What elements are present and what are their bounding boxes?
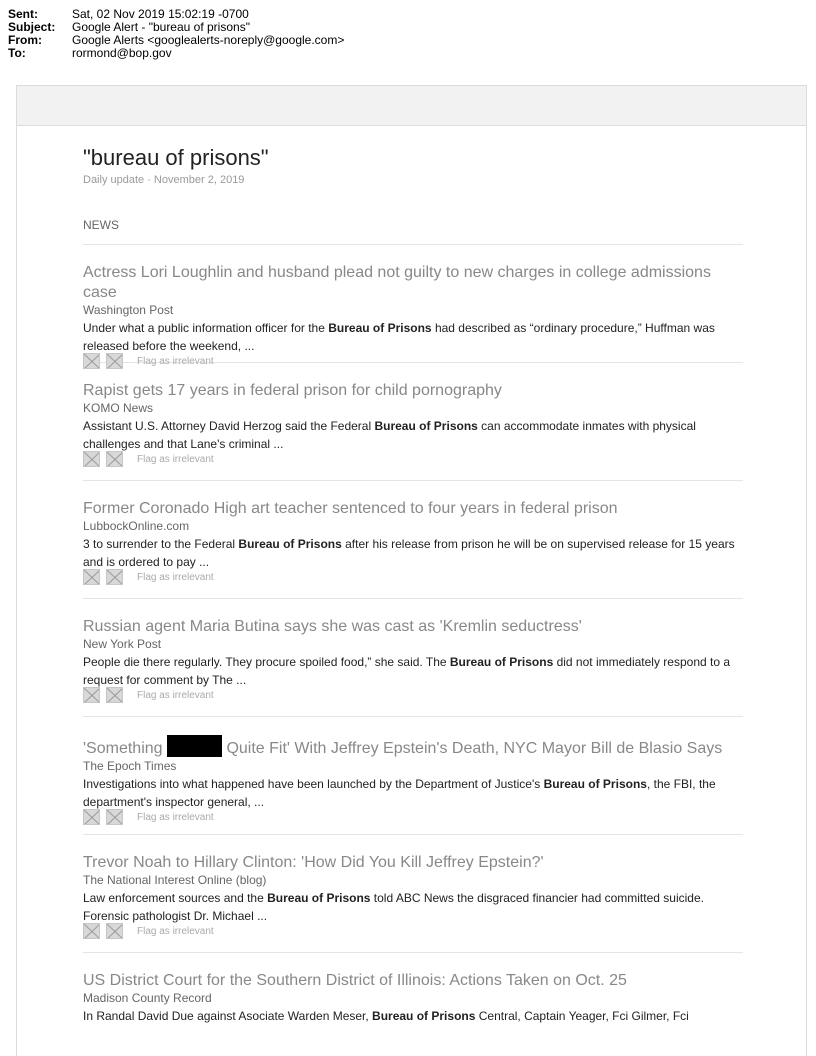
share-icon[interactable] — [83, 809, 100, 825]
flag-irrelevant-link[interactable]: Flag as irrelevant — [137, 453, 214, 465]
snippet-text: Under what a public information officer for the — [83, 321, 329, 335]
sent-value: Sat, 02 Nov 2019 15:02:19 -0700 — [72, 7, 249, 21]
snippet-highlight: Bureau of Prisons — [374, 419, 478, 433]
title-text: Quite Fit' With Jeffrey Epstein's Death, NYC Mayor Bill de Blasio Says — [226, 740, 723, 757]
to-label: To: — [8, 46, 26, 60]
snippet-highlight: Bureau of Prisons — [449, 655, 554, 669]
news-item-source: New York Post — [83, 637, 162, 651]
news-item-snippet — [83, 653, 743, 689]
to-value: rormond@bop.gov — [72, 46, 172, 60]
share-icon[interactable] — [106, 809, 123, 825]
from-label: From: — [8, 33, 42, 47]
item-actions — [83, 687, 743, 703]
news-item-title-link[interactable]: Actress Lori Loughlin and husband plead not guilty to new charges in college admissions case — [83, 264, 711, 301]
subject-value: Google Alert - "bureau of prisons" — [72, 20, 250, 34]
share-icon[interactable] — [83, 451, 100, 467]
redaction-box — [167, 735, 222, 757]
news-item-title-link[interactable]: Trevor Noah to Hillary Clinton: 'How Did You Kill Jeffrey Epstein?' — [83, 854, 544, 871]
news-item-title-link[interactable]: Former Coronado High art teacher sentenced to four years in federal prison — [83, 500, 618, 517]
snippet-text: Central, Captain Yeager, Fci Gilmer, Fci — [475, 1009, 689, 1023]
snippet-text: In Randal David Due against Asociate Warden Meser, — [83, 1009, 373, 1023]
email-headers — [8, 8, 344, 60]
news-list — [83, 245, 743, 1056]
news-item-title-link[interactable]: Russian agent Maria Butina says she was cast as 'Kremlin seductress' — [83, 618, 582, 635]
news-item-snippet — [83, 1007, 743, 1025]
news-item-title-link[interactable]: Rapist gets 17 years in federal prison for child pornography — [83, 382, 502, 399]
alert-title: "bureau of prisons" — [83, 145, 269, 170]
share-icon[interactable] — [83, 353, 100, 369]
from-value: Google Alerts <googlealerts-noreply@google.com> — [72, 33, 345, 47]
news-item-snippet — [83, 417, 743, 453]
flag-irrelevant-link[interactable]: Flag as irrelevant — [137, 811, 214, 823]
news-item-source: Madison County Record — [83, 991, 212, 1005]
flag-irrelevant-link[interactable]: Flag as irrelevant — [137, 571, 214, 583]
news-item-snippet — [83, 889, 743, 925]
news-item — [83, 835, 743, 953]
news-item-source: LubbockOnline.com — [83, 519, 190, 533]
flag-irrelevant-link[interactable]: Flag as irrelevant — [137, 689, 214, 701]
snippet-text: Investigations into what happened have been launched by the Department of Justice's — [83, 777, 544, 791]
share-icon[interactable] — [106, 687, 123, 703]
news-item — [83, 245, 743, 367]
snippet-highlight: Bureau of Prisons — [328, 321, 432, 335]
news-item-source: The National Interest Online (blog) — [83, 873, 267, 887]
item-actions — [83, 451, 743, 467]
news-item — [83, 953, 743, 1056]
alert-card — [16, 85, 807, 1056]
news-item — [83, 481, 743, 599]
snippet-highlight: Bureau of Prisons — [267, 891, 371, 905]
alert-content — [83, 146, 743, 1056]
snippet-text: Law enforcement sources and the — [83, 891, 268, 905]
snippet-text: had described as “ordinary procedure,” Huffman was released before the weekend, ... — [83, 321, 715, 353]
share-icon[interactable] — [106, 451, 123, 467]
snippet-text: People die there regularly. They procure spoiled food,” she said. The — [83, 655, 450, 669]
news-item-source: KOMO News — [83, 401, 154, 415]
snippet-text: can accommodate inmates with physical challenges and that Lane's criminal ... — [83, 419, 696, 451]
snippet-highlight: Bureau of Prisons — [238, 537, 342, 551]
news-item — [83, 717, 743, 835]
news-item-source: Washington Post — [83, 303, 174, 317]
share-icon[interactable] — [106, 923, 123, 939]
flag-irrelevant-link[interactable]: Flag as irrelevant — [137, 925, 214, 937]
card-header-bar — [17, 86, 806, 126]
flag-irrelevant-link[interactable]: Flag as irrelevant — [137, 355, 214, 367]
share-icon[interactable] — [83, 569, 100, 585]
sent-label: Sent: — [8, 7, 38, 21]
share-icon[interactable] — [106, 353, 123, 369]
news-item-snippet — [83, 319, 743, 355]
item-actions — [83, 809, 743, 825]
snippet-highlight: Bureau of Prisons — [372, 1009, 476, 1023]
snippet-text: did not immediately respond to a request for comment by The ... — [83, 655, 731, 687]
news-item-source: The Epoch Times — [83, 759, 177, 773]
subject-label: Subject: — [8, 20, 56, 34]
share-icon[interactable] — [106, 569, 123, 585]
section-heading-news: NEWS — [83, 218, 743, 245]
to-row — [8, 47, 344, 60]
news-item-snippet — [83, 535, 743, 571]
snippet-highlight: Bureau of Prisons — [543, 777, 647, 791]
share-icon[interactable] — [83, 687, 100, 703]
news-item — [83, 599, 743, 717]
snippet-text: Assistant U.S. Attorney David Herzog said the Federal — [83, 419, 375, 433]
alert-subtitle: Daily update · November 2, 2019 — [83, 174, 245, 186]
item-actions — [83, 923, 743, 939]
snippet-text: , the FBI, the department's inspector general, ... — [83, 777, 716, 809]
share-icon[interactable] — [83, 923, 100, 939]
item-actions — [83, 569, 743, 585]
title-text: 'Something — [83, 740, 163, 757]
news-item — [83, 363, 743, 481]
from-row — [8, 34, 344, 47]
news-item-title-link[interactable]: US District Court for the Southern District of Illinois: Actions Taken on Oct. 25 — [83, 972, 627, 989]
snippet-text: after his release from prison he will be on supervised release for 15 years and is ordered to pay ... — [83, 537, 735, 569]
news-item-snippet — [83, 775, 743, 811]
news-item-title-link[interactable] — [83, 735, 743, 759]
snippet-text: told ABC News the disgraced financier had committed suicide. Forensic pathologist Dr. Michael ... — [83, 891, 704, 923]
snippet-text: 3 to surrender to the Federal — [83, 537, 239, 551]
